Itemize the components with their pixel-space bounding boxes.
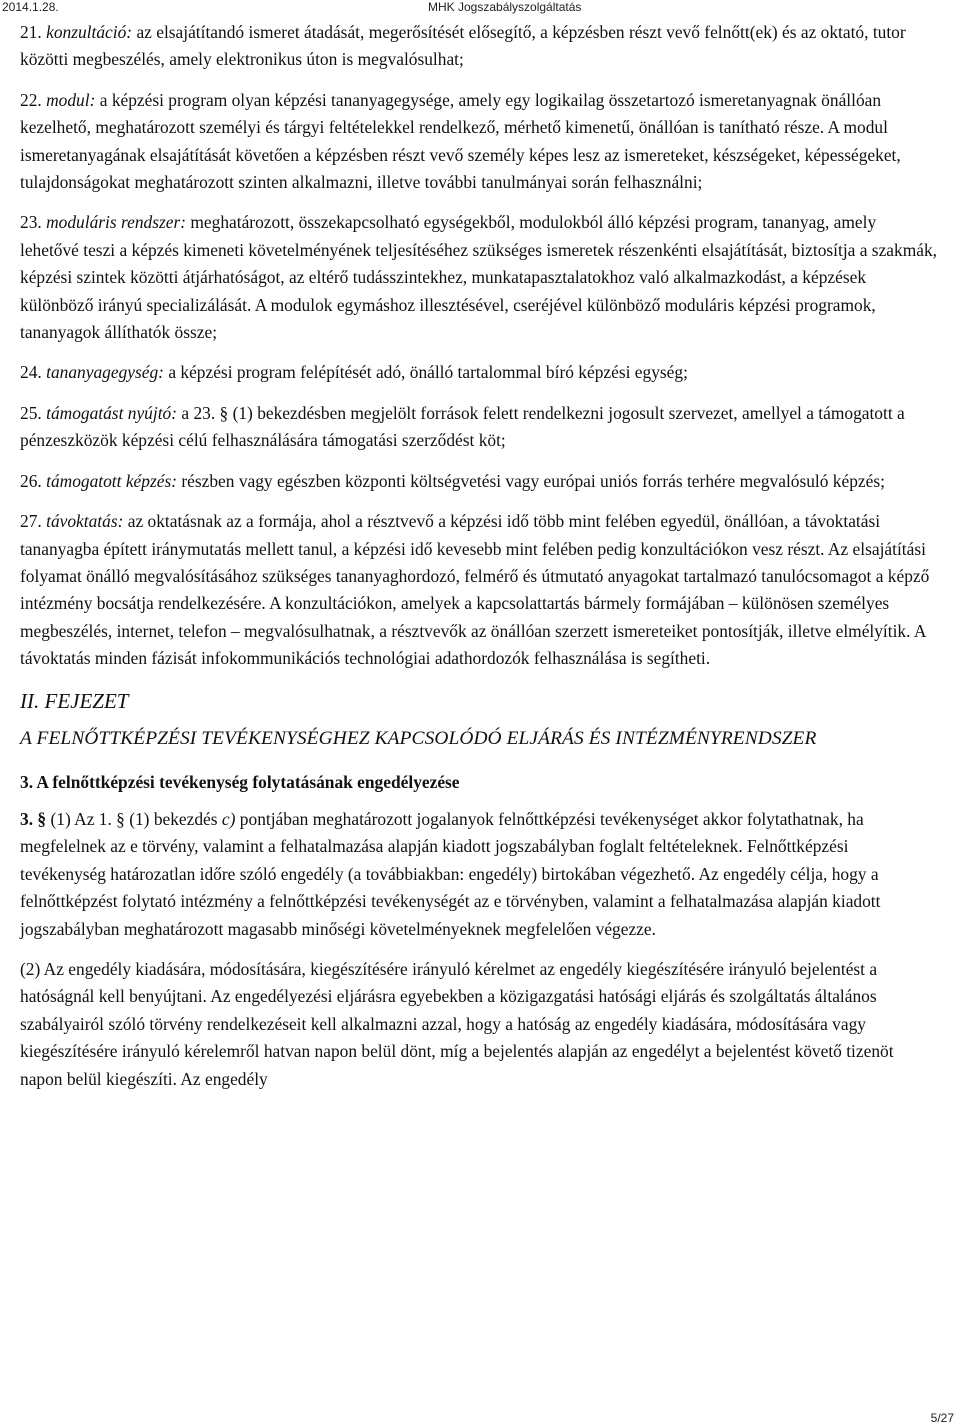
definition-number: 23. — [20, 212, 42, 233]
definition-24 — [20, 359, 938, 386]
definition-term: támogatott képzés: — [46, 470, 177, 491]
paragraph-3-1 — [20, 806, 938, 943]
definition-number: 27. — [20, 511, 42, 532]
paragraph-3-2: (2) Az engedély kiadására, módosítására, kiegészítésére irányuló kérelmet az engedély kiegészítésére irányuló bejelentést a hatóságnál kell benyújtani. Az engedélyezési eljárásra egyebekben a közigazgatási hatósági eljárás és szolgáltatás általános szabályairól szóló törvény rendelkezéseit kell alkalmazni azzal, hogy a hatóság az engedély kiadására, módosítására vagy kiegészítésére irányuló kérelemről hatvan napon belül dönt, míg a bejelentés alapján az engedélyt a bejelentést követő tizenöt napon belül kiegészíti. Az engedély — [20, 958, 894, 1089]
definition-number: 22. — [20, 89, 42, 110]
definition-text: meghatározott, összekapcsolható egységekből, modulokból álló képzési program, tananyag, amely lehetővé teszi a képzés kimeneti követelményének teljesítéséhez szükséges ismeretek részenkénti elsajátítását, biztosítja a szakmák, képzési szintek közötti átjárhatóságot, az eltérő tudásszintekhez, munkatapasztalatokhoz való alkalmazkodást, a képzések különböző irányú specializálását. A modulok egymáshoz illesztésével, cseréjével különböző moduláris képzési programok, tananyagok állíthatók össze; — [20, 212, 937, 343]
definition-text: az oktatásnak az a formája, ahol a résztvevő a képzési idő több mint felében egyedül, önállóan, a távoktatási tananyagba épített iránymutatás mellett tanul, a képzési idő kevesebb mint felében pedig konzultációkon vesz részt. Az elsajátítási folyamat önálló megvalósításához szükséges tananyaghordozó, felmérő és útmutató anyagokat tartalmazó tanulócsomagot a képző intézmény bocsátja rendelkezésére. A konzultációkon, amelyek a kapcsolattartás bármely formájában – különösen személyes megbeszélés, internet, telefon – megvalósulhatnak, a résztvevők az önállóan szerzett ismereteiket pontosítják, illetve elmélyítik. A távoktatás minden fázisát infokommunikációs technológiai adathordozók felhasználása is segítheti. — [20, 511, 930, 669]
definition-number: 25. — [20, 402, 42, 423]
header-date: 2014.1.28. — [2, 0, 59, 14]
paragraph-text-a: (1) Az 1. § (1) bekezdés — [50, 808, 218, 829]
definition-27 — [20, 508, 938, 672]
definition-text: a 23. § (1) bekezdésben megjelölt források felett rendelkezni jogosult szervezet, amellyel a támogatott a pénzeszközök képzési célú felhasználására támogatási szerződést köt; — [20, 402, 905, 451]
paragraph-text-b: pontjában meghatározott jogalanyok felnőttképzési tevékenységet akkor folytathatnak, ha megfelelnek az e törvény, valamint a felhatalmazása alapján kiadott jogszabályban foglalt feltételeknek. Felnőttképzési tevékenység határozatlan időre szóló engedély (a továbbiakban: engedély) birtokában végezhető. Az engedély célja, hogy a felnőttképzést folytató intézmény a felnőttképzési tevékenységét az e törvényben, valamint a felhatalmazása alapján kiadott jogszabályban meghatározott magasabb minőségi követelményeknek megfelelően végezze. — [20, 808, 881, 939]
definition-21 — [20, 19, 938, 74]
definition-text: az elsajátítandó ismeret átadását, megerősítését elősegítő, a képzésben részt vevő felnőtt(ek) és az oktató, tutor közötti megbeszélés, amely elektronikus úton is megvalósulhat; — [20, 22, 906, 70]
chapter-title: A FELNŐTTKÉPZÉSI TEVÉKENYSÉGHEZ KAPCSOLÓDÓ ELJÁRÁS ÉS INTÉZMÉNYRENDSZER — [20, 727, 817, 749]
header-title: MHK Jogszabályszolgáltatás — [428, 0, 582, 14]
definition-text: a képzési program felépítését adó, önálló tartalommal bíró képzési egység; — [168, 362, 688, 383]
definition-term: modul: — [46, 89, 96, 110]
definition-text: részben vagy egészben központi költségvetési vagy európai uniós forrás terhére megvalósuló képzés; — [181, 470, 885, 491]
section-title: 3. A felnőttképzési tevékenység folytatásának engedélyezése — [20, 771, 460, 792]
definition-term: konzultáció: — [46, 22, 133, 42]
chapter-number: II. FEJEZET — [20, 688, 129, 713]
definition-term: moduláris rendszer: — [46, 212, 187, 233]
definition-26 — [20, 468, 938, 495]
definition-25 — [20, 400, 938, 455]
definition-term: tananyagegység: — [46, 362, 164, 383]
definition-22 — [20, 87, 938, 197]
point-reference: c) — [221, 808, 236, 829]
definition-text: a képzési program olyan képzési tananyagegysége, amely egy logikailag összetartozó ismeretanyagnak önállóan kezelhető, meghatározott személyi és tárgyi feltételekkel rendelkező, mérhető kimenetű, önállóan is tanítható része. A modul ismeretanyagának elsajátítását követően a képzésben részt vevő személy képes lesz az ismereteket, készségeket, képességeket, tulajdonságokat meghatározott szinten alkalmazni, illetve további tanulmányai során felhasználni; — [20, 89, 901, 193]
definition-23 — [20, 209, 938, 346]
paragraph-number: 3. — [20, 808, 34, 829]
definition-term: távoktatás: — [46, 511, 124, 532]
document-body — [20, 19, 938, 1106]
definition-term: támogatást nyújtó: — [46, 402, 178, 423]
definition-number: 21. — [20, 22, 42, 42]
definition-number: 26. — [20, 470, 42, 491]
definition-number: 24. — [20, 362, 42, 383]
section-sign: § — [37, 808, 47, 829]
page-number: 5/27 — [930, 1411, 954, 1425]
